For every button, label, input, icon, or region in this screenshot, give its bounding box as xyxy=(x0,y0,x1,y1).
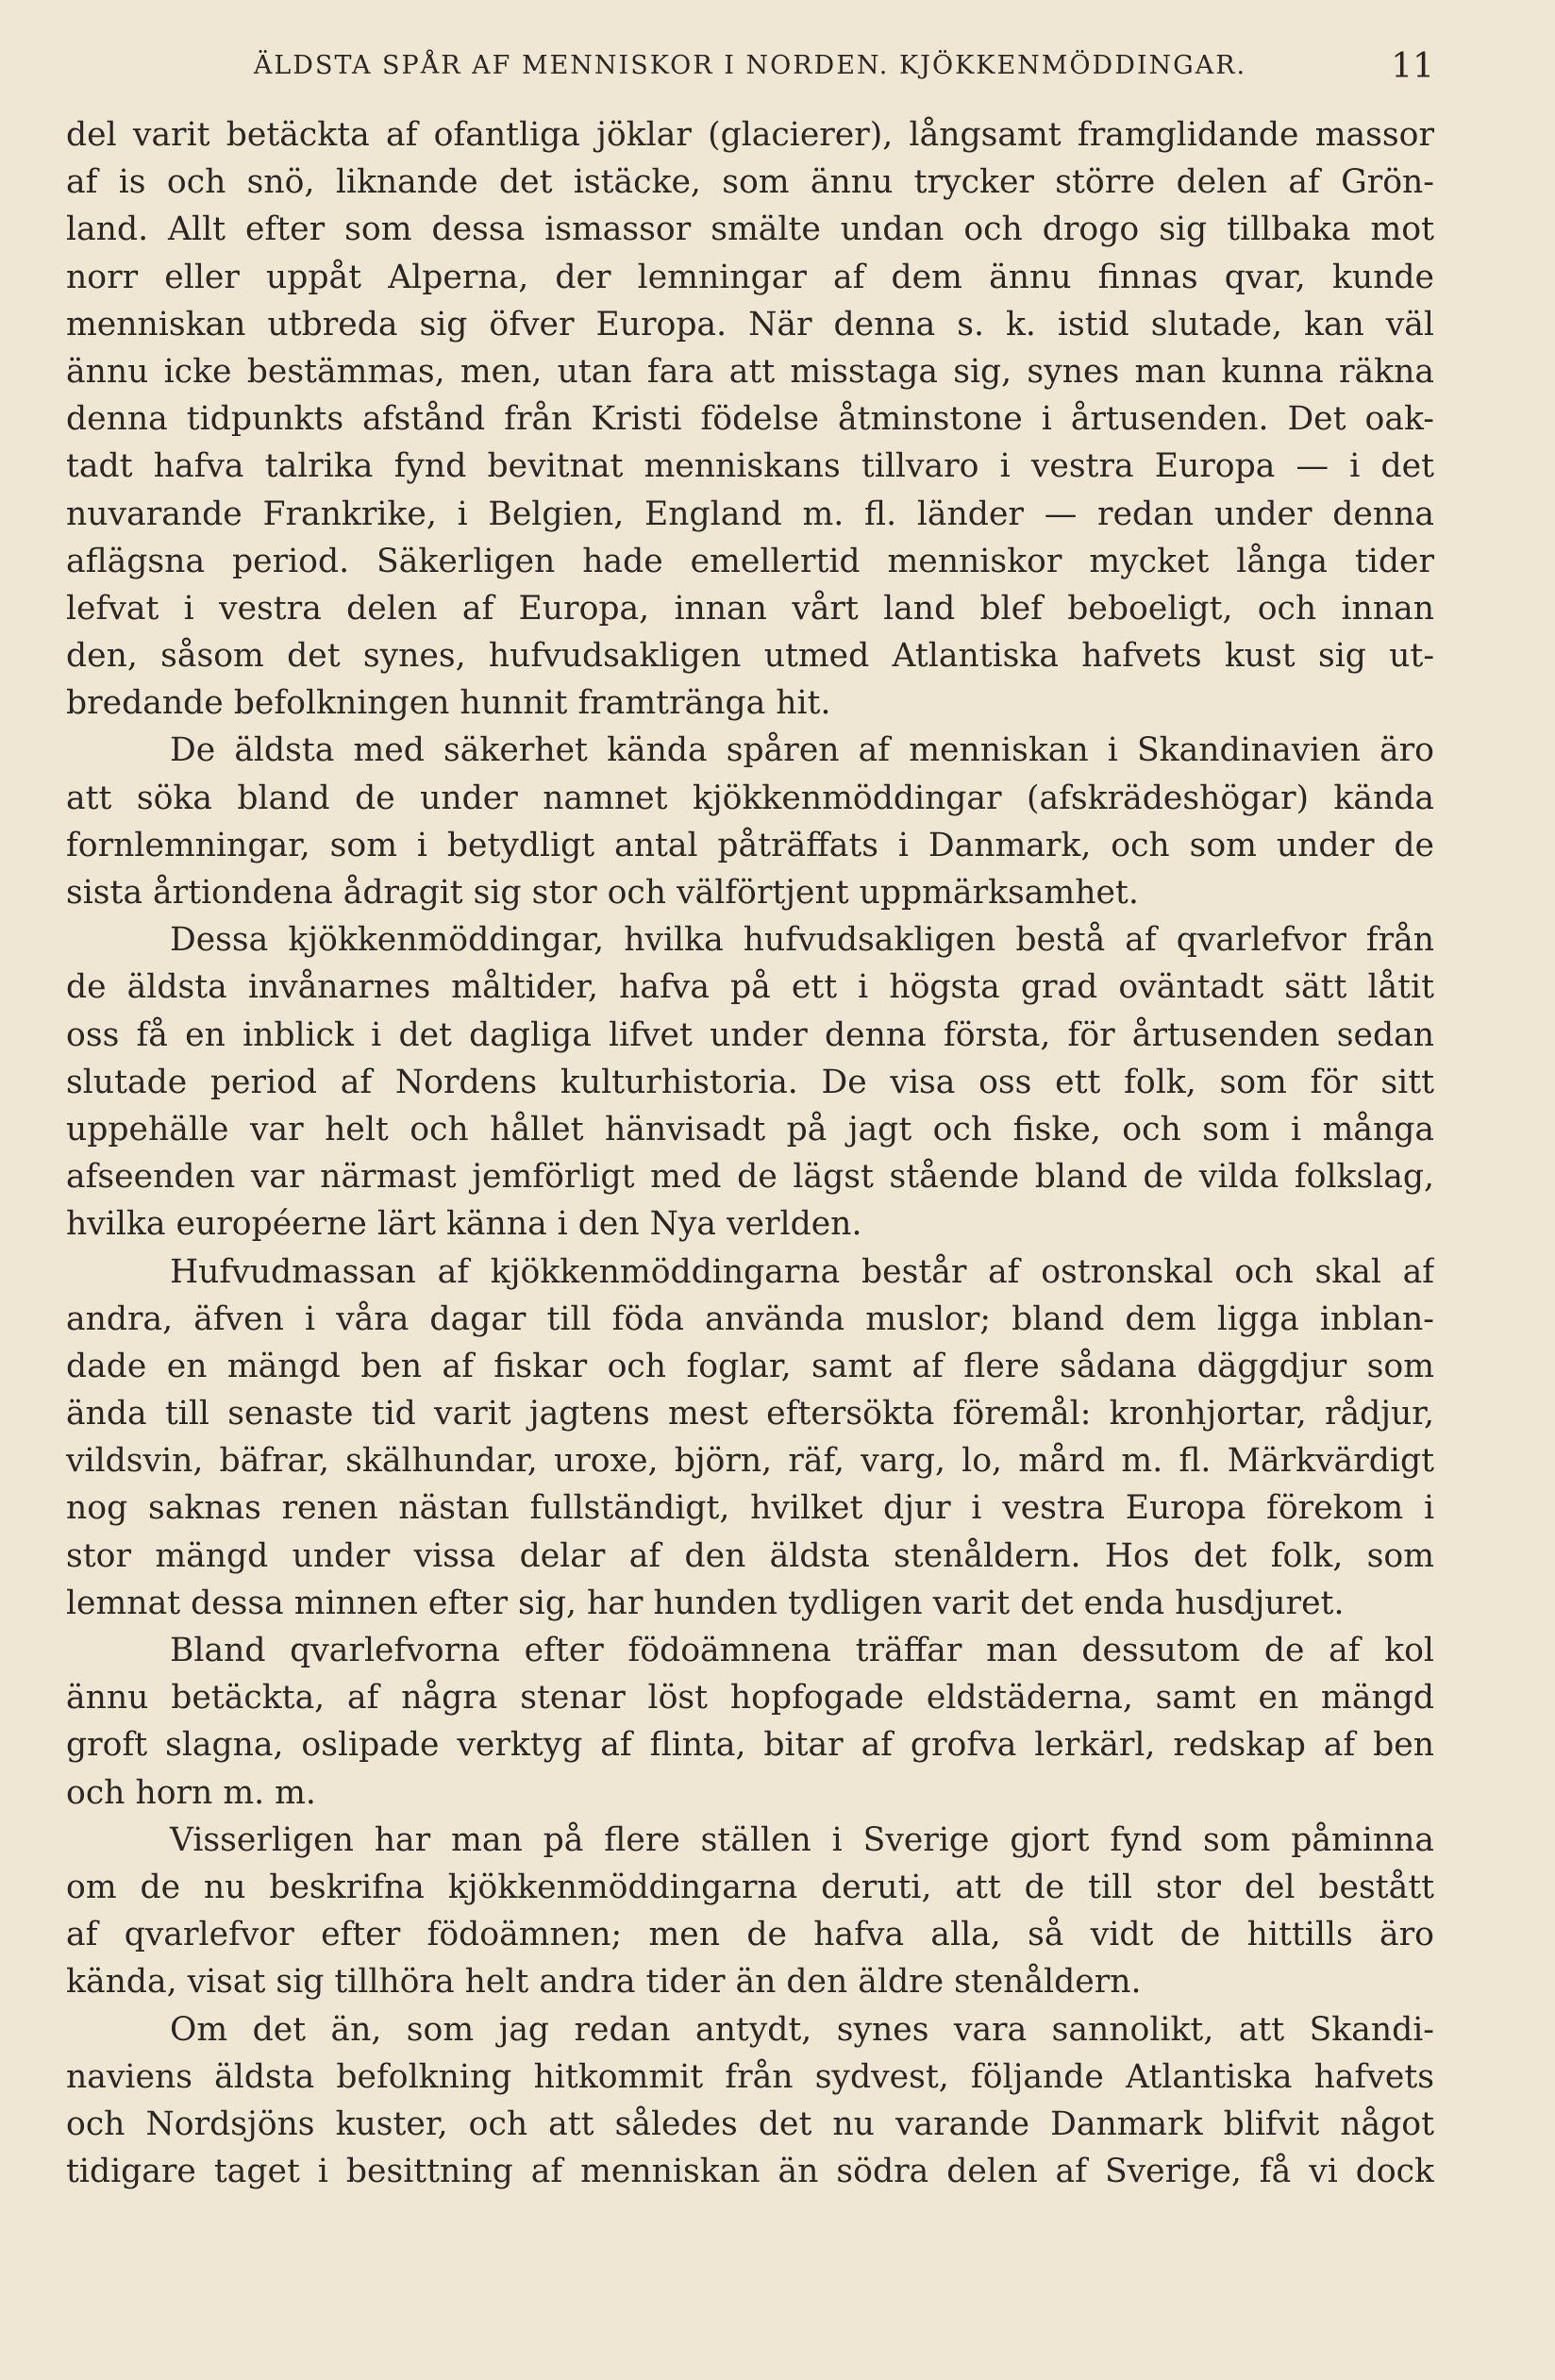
text-line: Om det än, som jag redan antydt, synes vara sannolikt, att Skandi- xyxy=(170,2010,1434,2049)
text-line: Visserligen har man på flere ställen i Sverige gjort fynd som påminna xyxy=(170,1820,1434,1859)
text-line: ända till senaste tid varit jagtens mest eftersökta föremål: kronhjortar, rådjur, xyxy=(66,1395,1434,1433)
text-line: ännu betäckta, af några stenar löst hopfogade eldstäderna, samt en mängd xyxy=(66,1679,1434,1718)
text-line: att söka bland de under namnet kjökkenmöddingar (afskrädeshögar) kända xyxy=(66,779,1434,817)
running-title: ÄLDSTA SPÅR AF MENNISKOR I NORDEN. KJÖKKENMÖDDINGAR. xyxy=(253,51,1247,80)
text-line: aflägsna period. Säkerligen hade emellertid menniskor mycket långa tider xyxy=(66,542,1434,580)
text-line: fornlemningar, som i betydligt antal påträffats i Danmark, och som under de xyxy=(66,826,1434,864)
text-line: denna tidpunkts afstånd från Kristi födelse åtminstone i årtusenden. Det oak- xyxy=(66,400,1434,439)
text-line: nog saknas renen nästan fullständigt, hvilket djur i vestra Europa förekom i xyxy=(66,1489,1434,1528)
text-line: naviens äldsta befolkning hitkommit från sydvest, följande Atlantiska hafvets xyxy=(66,2057,1434,2096)
text-line: groft slagna, oslipade verktyg af flinta, bitar af grofva lerkärl, redskap af ben xyxy=(66,1726,1434,1765)
text-line: afseenden var närmast jemförligt med de lägst stående bland de vilda folkslag, xyxy=(66,1158,1434,1197)
text-line: och Nordsjöns kuster, och att således det nu varande Danmark blifvit något xyxy=(66,2104,1434,2143)
text-line: menniskan utbreda sig öfver Europa. När denna s. k. istid slutade, kan väl xyxy=(66,305,1434,344)
text-line: tidigare taget i besittning af menniskan än södra delen af Sverige, få vi dock xyxy=(66,2153,1434,2191)
page-number: 11 xyxy=(1391,47,1434,86)
text-line: norr eller uppåt Alperna, der lemningar af dem ännu finnas qvar, kunde xyxy=(66,258,1434,296)
text-line: sista årtiondena ådragit sig stor och välförtjent uppmärksamhet. xyxy=(66,874,1139,912)
text-line: Bland qvarlefvorna efter födoämnena träffar man dessutom de af kol xyxy=(170,1632,1434,1669)
text-line: Hufvudmassan af kjökkenmöddingarna består af ostronskal och skal af xyxy=(170,1252,1434,1291)
text-line: de äldsta invånarnes måltider, hafva på ett i högsta grad oväntadt sätt låtit xyxy=(66,968,1434,1007)
text-line: slutade period af Nordens kulturhistoria. De visa oss ett folk, som för sitt xyxy=(66,1063,1434,1101)
text-line: om de nu beskrifna kjökkenmöddingarna deruti, att de till stor del bestått xyxy=(66,1868,1434,1906)
text-line: nuvarande Frankrike, i Belgien, England m. fl. länder — redan under denna xyxy=(66,494,1434,533)
text-line: kända, visat sig tillhöra helt andra tider än den äldre stenåldern. xyxy=(66,1963,1142,2002)
text-line: lefvat i vestra delen af Europa, innan vårt land blef beboeligt, och innan xyxy=(66,589,1434,628)
text-line: den, såsom det synes, hufvudsakligen utmed Atlantiska hafvets kust sig ut- xyxy=(66,637,1434,676)
text-line: af is och snö, liknande det istäcke, som ännu trycker större delen af Grön- xyxy=(66,163,1434,202)
body-text xyxy=(66,111,1434,2195)
text-line: ännu icke bestämmas, men, utan fara att misstaga sig, synes man kunna räkna xyxy=(66,352,1434,391)
text-line: Dessa kjökkenmöddingar, hvilka hufvudsakligen bestå af qvarlefvor från xyxy=(170,921,1434,960)
text-line: oss få en inblick i det dagliga lifvet under denna första, för årtusenden sedan xyxy=(66,1015,1434,1054)
text-line: lemnat dessa minnen efter sig, har hunden tydligen varit det enda husdjuret. xyxy=(66,1584,1345,1622)
text-line: hvilka européerne lärt känna i den Nya verlden. xyxy=(66,1205,862,1244)
text-line: andra, äfven i våra dagar till föda använda muslor; bland dem ligga inblan- xyxy=(66,1299,1434,1338)
text-line: land. Allt efter som dessa ismassor smälte undan och drogo sig tillbaka mot xyxy=(66,210,1434,249)
text-line: tadt hafva talrika fynd bevitnat menniskans tillvaro i vestra Europa — i det xyxy=(66,447,1434,486)
page-header xyxy=(66,49,1434,98)
text-line: uppehälle var helt och hållet hänvisadt på jagt och fiske, och som i många xyxy=(66,1110,1434,1148)
text-line: del varit betäckta af ofantliga jöklar (glacierer), långsamt framglidande massor xyxy=(66,116,1434,154)
text-line: vildsvin, bäfrar, skälhundar, uroxe, björn, räf, varg, lo, mård m. fl. Märkvärdigt xyxy=(66,1442,1434,1481)
text-line: bredande befolkningen hunnit framtränga hit. xyxy=(66,684,831,723)
text-line: och horn m. m. xyxy=(66,1773,316,1812)
text-line: dade en mängd ben af fiskar och foglar, samt af flere sådana däggdjur som xyxy=(66,1347,1434,1385)
text-line: af qvarlefvor efter födoämnen; men de hafva alla, så vidt de hittills äro xyxy=(66,1916,1434,1954)
text-line: stor mängd under vissa delar af den äldsta stenåldern. Hos det folk, som xyxy=(66,1536,1434,1575)
text-line: De äldsta med säkerhet kända spåren af menniskan i Skandinavien äro xyxy=(170,731,1434,770)
